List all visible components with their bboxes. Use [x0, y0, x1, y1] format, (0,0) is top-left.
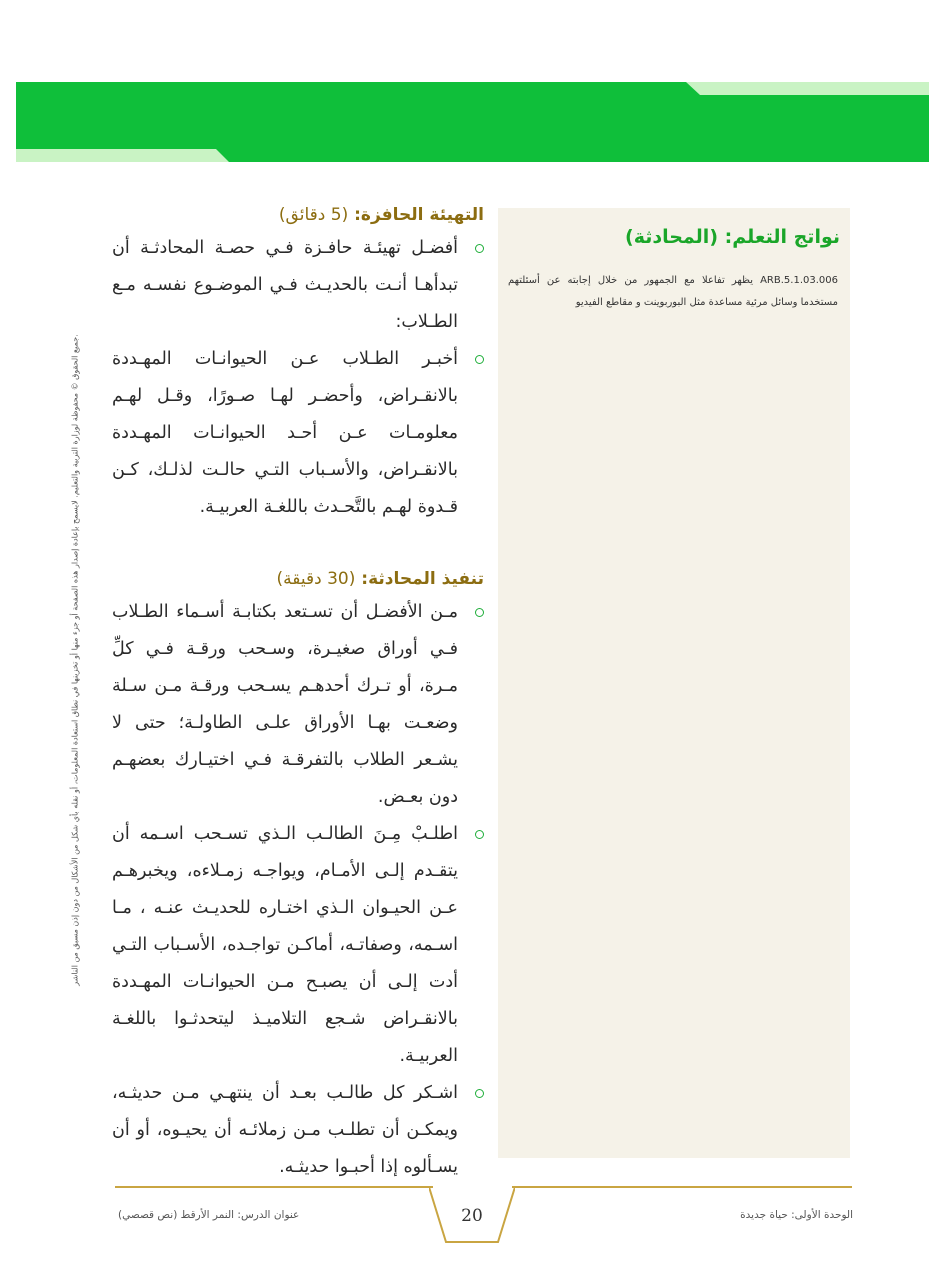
outcome-code: ARB.5.1.03.006 [760, 275, 838, 286]
execution-title: تنفيذ المحادثة: [361, 569, 484, 589]
footer-rule-right [512, 1186, 852, 1188]
list-item [112, 341, 484, 526]
bullet-circle-icon [475, 608, 484, 617]
banner-accent-bottom [16, 149, 229, 162]
execution-duration: (30 دقيقة) [276, 569, 356, 589]
execution-heading [112, 564, 484, 594]
execution-list [112, 594, 484, 1186]
warmup-list [112, 230, 484, 526]
outcome-description: يظهر تفاعلا مع الجمهور من خلال إجابته عن أسئلتهم مستخدما وسائل مرئية مساعدة مثل البوربوينت و مقاطع الفيديو [508, 275, 838, 308]
bullet-circle-icon [475, 1089, 484, 1098]
bullet-circle-icon [475, 244, 484, 253]
list-item-text: اطلـبْ مِـنَ الطالـب الـذي تسـحب اسـمه أن يتقـدم إلـى الأمـام، ويواجـه زمـلاءه، ويخبرهـم عـن الحيـوان الـذي اختـاره للحديـث عنـه ، مـا اسـمه، وصفاتـه، أماكـن تواجـده، الأسـباب التـي أدت إلـى أن يصبـح مـن الحيوانـات المهـددة بالانقـراض شـجع التلاميـذ ليتحدثـوا باللغـة العربيـة. [112, 824, 458, 1066]
warmup-heading [112, 200, 484, 230]
list-item-text: مـن الأفضـل أن تسـتعد بكتابـة أسـماء الطـلاب فـي أوراق صغيـرة، وسـحب ورقـة فـي كلِّ مـرة، أو تـرك أحدهـم يسـحب ورقـة مـن سـلة وضعـت بهـا الأوراق علـى الطاولـة؛ حتى لا يشـعر الطلاب بالتفرقـة فـي اختيـارك بعضهـم دون بعـض. [112, 602, 458, 807]
footer-lesson-title: عنوان الدرس: النمر الأرقط (نص قصصي) [118, 1209, 300, 1221]
main-content [112, 200, 484, 1186]
learning-outcome-text [508, 270, 838, 314]
list-item-text: أخبـر الطـلاب عـن الحيوانـات المهـددة بالانقـراض، وأحضـر لهـا صـورًا، وقـل لهـم معلومـات عـن أحـد الحيوانـات المهـددة بالانقـراض، والأسـباب التـي حالـت لذلـك، كـن قـدوة لهـم بالتَّحـدث باللغـة العربيـة. [112, 349, 458, 517]
list-item [112, 816, 484, 1075]
copyright-side-note [69, 300, 81, 1020]
list-item-text: اشـكر كل طالـب بعـد أن ينتهـي مـن حديثـه، ويمكـن أن تطلـب مـن زملائـه أن يحيـوه، أو أن يسـألوه إذا أحبـوا حديثـه. [112, 1083, 458, 1177]
copyright-text: جميع الحقوق © محفوظة لوزارة التربية والتعليم. لايسمح بإعادة إصدار هذه الصفحة أو جزء منها أو تخزينها في نطاق استعادة المعلومات، أو نقله بأي شكل من الأشكال من دون إذن مسبق من الناشر. [70, 334, 80, 986]
bullet-circle-icon [475, 830, 484, 839]
list-item [112, 230, 484, 341]
learning-outcomes-panel [498, 208, 850, 1158]
footer-rule-left [115, 1186, 433, 1188]
bullet-circle-icon [475, 355, 484, 364]
banner-accent-top [686, 82, 929, 95]
list-item-text: أفضـل تهيئـة حافـزة فـي حصـة المحادثـة أن تبدأهـا أنـت بالحديـث فـي الموضـوع نفسـه مـع الطـلاب: [112, 238, 458, 332]
list-item [112, 594, 484, 816]
page-number: 20 [461, 1206, 483, 1226]
warmup-duration: (5 دقائق) [278, 205, 349, 225]
learning-outcomes-title: نواتج التعلم: (المحادثة) [625, 226, 840, 248]
footer-unit-title: الوحدة الأولى: حياة جديدة [740, 1209, 853, 1221]
list-item [112, 1075, 484, 1186]
warmup-title: التهيئة الحافزة: [354, 205, 484, 225]
header-banner [16, 82, 929, 162]
